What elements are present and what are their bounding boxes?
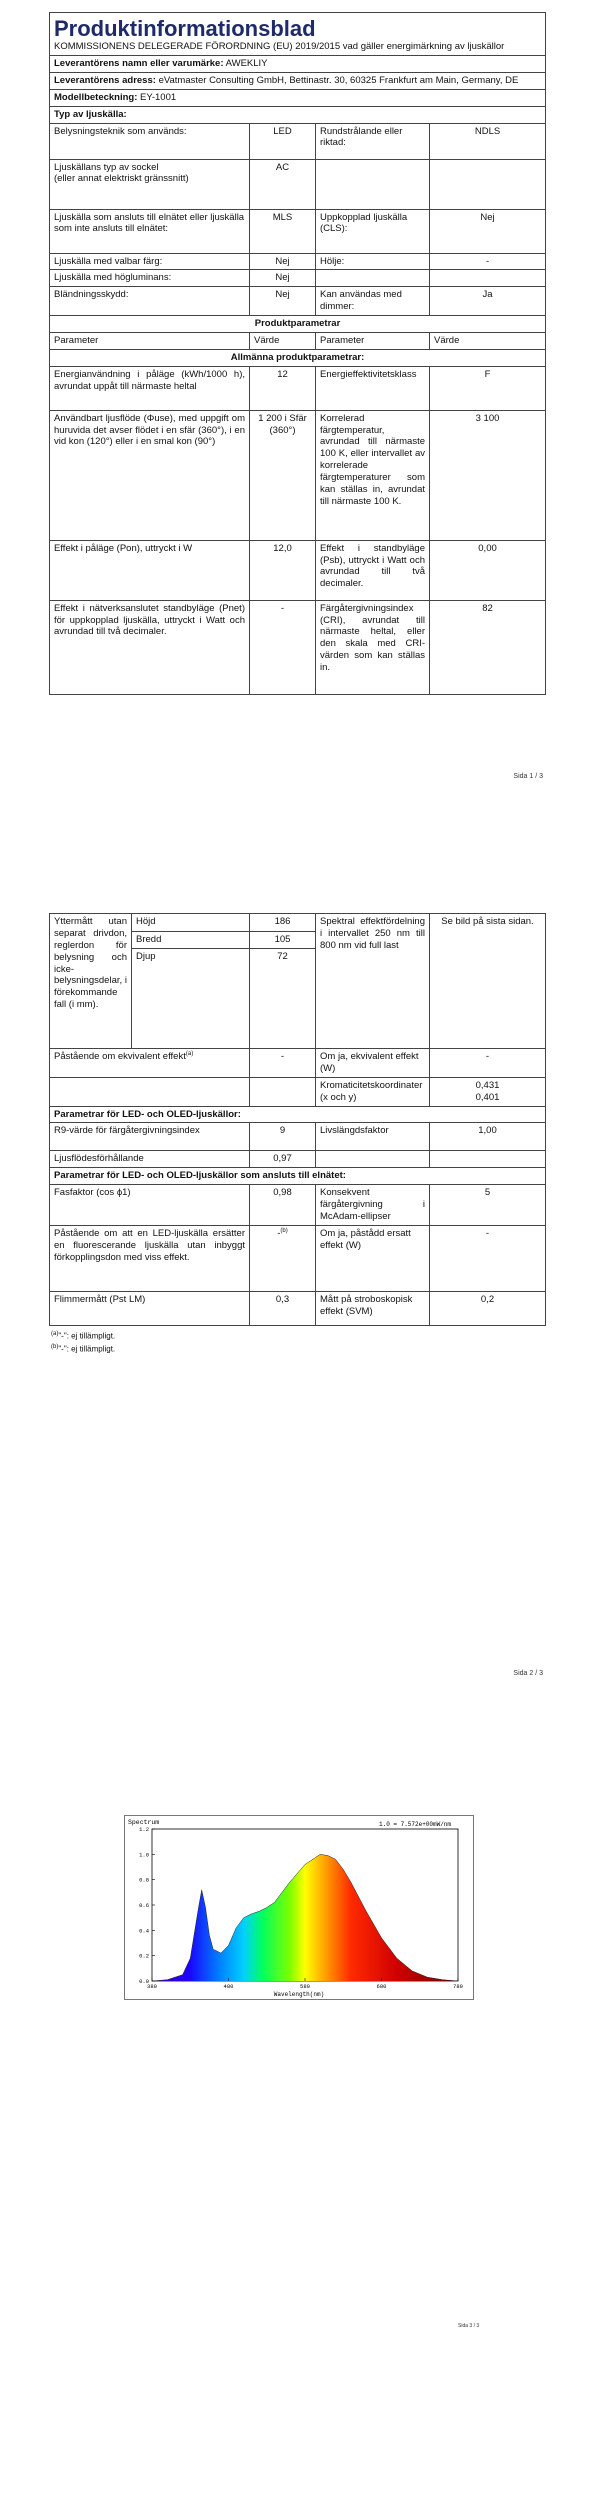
param-label: Energieffektivitetsklass	[316, 366, 430, 410]
replace-footnote-ref: (b)	[280, 1227, 288, 1234]
page-2	[0, 895, 591, 1755]
type-value: Nej	[250, 287, 316, 316]
page-title: Produktinformationsblad	[54, 16, 316, 41]
y-tick-label: 0.2	[139, 1952, 149, 1960]
footnote-b	[51, 1343, 115, 1356]
supplier-name-label: Leverantörens namn eller varumärke:	[54, 58, 224, 70]
type-label	[316, 159, 430, 209]
product-info-table-2	[49, 913, 546, 1326]
r9-label: R9-värde för färgåtergivningsindex	[50, 1123, 250, 1151]
type-value: Nej	[430, 209, 546, 253]
dim-value: 186	[250, 914, 316, 932]
dimensions-label: Yttermått utan separat drivdon, reglerdon för belysning och icke-belysningsdelar, i förekommande fall (i mm).	[50, 914, 132, 1049]
equiv-footnote-ref: (a)	[185, 1051, 194, 1057]
dim-value: 105	[250, 931, 316, 949]
chart-peak-note: 1.0 = 7.572e+00mW/nm	[379, 1821, 452, 1828]
col-header-param: Parameter	[50, 332, 250, 349]
param-value: -	[250, 600, 316, 694]
param-label: Energianvändning i påläge (kWh/1000 h), avrundat uppåt till närmaste heltal	[50, 366, 250, 410]
param-value: 12,0	[250, 540, 316, 600]
model-row	[50, 89, 546, 106]
type-value: LED	[250, 123, 316, 159]
footnotes	[51, 1330, 115, 1357]
param-label: Färgåtergivningsindex (CRI), avrundat till närmaste heltal, eller den skala med CRI-värden som kan ställas in.	[316, 600, 430, 694]
type-label: Ljuskällans typ av sockel (eller annat elektriskt gränssnitt)	[50, 159, 250, 209]
replace-label: Påstående om att en LED-ljuskälla ersätter en fluorescerande ljuskälla utan inbyggt förkopplingsdon med viss effekt.	[50, 1225, 250, 1291]
equiv-label-cell	[50, 1049, 250, 1078]
replace-value-cell	[250, 1225, 316, 1291]
type-value	[430, 159, 546, 209]
y-tick-label: 0.0	[139, 1978, 149, 1985]
x-tick-label: 480	[223, 1983, 234, 1990]
footnote-a-marker: (a)	[51, 1331, 59, 1337]
page-number: Sida 3 / 3	[458, 2323, 480, 2329]
equiv-value: -	[250, 1049, 316, 1078]
model-label: Modellbeteckning:	[54, 91, 138, 103]
y-tick-label: 1.0	[139, 1851, 149, 1859]
chroma-value	[430, 1077, 546, 1106]
param-label: Korrelerad färgtemperatur, avrundad till närmaste 100 K, eller intervallet av korrelerade färgtemperaturer som kan ställas in, avrundat till närmaste 100 K.	[316, 410, 430, 540]
supplier-name-value: AWEKLIY	[225, 58, 268, 70]
param-value: 12	[250, 366, 316, 410]
x-tick-label: 380	[147, 1983, 157, 1990]
page-1	[0, 0, 591, 860]
type-label: Hölje:	[316, 253, 430, 270]
param-label: Effekt i standbyläge (Psb), uttryckt i Watt och avrundad till två decimaler.	[316, 540, 430, 600]
pf-value: 0,98	[250, 1185, 316, 1226]
chart-title: Spectrum	[128, 1819, 160, 1826]
title-cell	[50, 13, 546, 56]
type-value: Nej	[250, 253, 316, 270]
empty-cell	[250, 1077, 316, 1106]
col-header-value: Värde	[250, 332, 316, 349]
supplier-name-row	[50, 56, 546, 73]
x-tick-label: 580	[300, 1983, 310, 1990]
footnote-b-marker: (b)	[51, 1344, 59, 1351]
y-tick-label: 0.8	[139, 1876, 149, 1884]
x-tick-label: 780	[453, 1983, 463, 1990]
empty-cell	[316, 1151, 430, 1168]
life-value: 1,00	[430, 1123, 546, 1151]
type-label: Bländningsskydd:	[50, 287, 250, 316]
mains-heading: Parametrar för LED- och OLED-ljuskällor som ansluts till elnätet:	[50, 1168, 546, 1185]
replace-w-label: Om ja, påstådd ersatt effekt (W)	[316, 1225, 430, 1291]
x-tick-label: 680	[376, 1983, 387, 1990]
type-value: -	[430, 253, 546, 270]
dim-label: Höjd	[132, 914, 250, 932]
y-tick-label: 1.2	[139, 1826, 149, 1833]
general-heading: Allmänna produktparametrar:	[50, 349, 546, 366]
supplier-address-value: eVatmaster Consulting GmbH, Bettinastr. 30, 60325 Frankfurt am Main, Germany, DE	[158, 74, 519, 86]
page-number: Sida 1 / 3	[513, 773, 543, 780]
type-label: Kan användas med dimmer:	[316, 287, 430, 316]
param-value: F	[430, 366, 546, 410]
type-value	[430, 270, 546, 287]
type-label: Uppkopplad ljuskälla (CLS):	[316, 209, 430, 253]
y-tick-label: 0.6	[139, 1902, 149, 1909]
empty-cell	[50, 1077, 250, 1106]
x-axis-label: Wavelength(nm)	[273, 1991, 325, 1998]
type-label: Ljuskälla med valbar färg:	[50, 253, 250, 270]
param-label: Effekt i nätverksanslutet standbyläge (Pnet) för uppkopplad ljuskälla, uttryckt i Watt och avrundad till två decimaler.	[50, 600, 250, 694]
macadam-value: 5	[430, 1185, 546, 1226]
flicker-label: Flimmermått (Pst LM)	[50, 1291, 250, 1325]
spectral-value: Se bild på sista sidan.	[430, 914, 546, 1049]
dim-label: Bredd	[132, 931, 250, 949]
replace-value: -	[277, 1227, 281, 1239]
life-label: Livslängdsfaktor	[316, 1123, 430, 1151]
footnote-b-text: "-": ej tillämpligt.	[58, 1345, 116, 1355]
chroma-x: 0,431	[475, 1079, 500, 1091]
type-label: Ljuskälla med högluminans:	[50, 270, 250, 287]
spectral-label: Spektral effektfördelning i intervallet 250 nm till 800 nm vid full last	[316, 914, 430, 1049]
pf-label: Fasfaktor (cos ϕ1)	[50, 1185, 250, 1226]
flux-value: 0,97	[250, 1151, 316, 1168]
replace-w-value: -	[430, 1225, 546, 1291]
flux-label: Ljusflödesförhållande	[50, 1151, 250, 1168]
chroma-label: Kromaticitetskoordinater (x och y)	[316, 1077, 430, 1106]
footnote-a	[51, 1330, 115, 1343]
type-label	[316, 270, 430, 287]
footnote-a-text: "-": ej tillämpligt.	[58, 1331, 116, 1341]
equiv-w-value: -	[430, 1049, 546, 1078]
supplier-address-row	[50, 72, 546, 89]
supplier-address-label: Leverantörens adress:	[54, 74, 156, 86]
product-info-table	[49, 12, 546, 695]
strobo-value: 0,2	[430, 1291, 546, 1325]
strobo-label: Mått på stroboskopisk effekt (SVM)	[316, 1291, 430, 1325]
type-value: Ja	[430, 287, 546, 316]
type-label: Ljuskälla som ansluts till elnätet eller ljuskälla som inte ansluts till elnätet:	[50, 209, 250, 253]
regulation-subtitle: KOMMISSIONENS DELEGERADE FÖRORDNING (EU) 2019/2015 vad gäller energimärkning av ljuskällor	[54, 41, 505, 53]
param-label: Användbart ljusflöde (Φuse), med uppgift om huruvida det avser flödet i en sfär (360°), i en vid kon (120°) eller i en smal kon (90°)	[50, 410, 250, 540]
param-value: 1 200 i Sfär (360°)	[250, 410, 316, 540]
col-header-param: Parameter	[316, 332, 430, 349]
type-value: MLS	[250, 209, 316, 253]
y-tick-label: 0.4	[139, 1927, 149, 1935]
type-label: Belysningsteknik som används:	[50, 123, 250, 159]
dim-label: Djup	[132, 949, 250, 1049]
flicker-value: 0,3	[250, 1291, 316, 1325]
dim-value: 72	[250, 949, 316, 1049]
model-value: EY-1001	[140, 91, 177, 103]
type-label: Rundstrålande eller riktad:	[316, 123, 430, 159]
params-heading: Produktparametrar	[50, 316, 546, 333]
macadam-label: Konsekvent färgåtergivning i McAdam-ellipser	[316, 1185, 430, 1226]
equiv-label: Påstående om ekvivalent effekt	[54, 1051, 186, 1063]
type-value: AC	[250, 159, 316, 209]
r9-value: 9	[250, 1123, 316, 1151]
col-header-value: Värde	[430, 332, 546, 349]
param-value: 3 100	[430, 410, 546, 540]
type-heading: Typ av ljuskälla:	[50, 106, 546, 123]
empty-cell	[430, 1151, 546, 1168]
param-value: 82	[430, 600, 546, 694]
spectrum-chart	[124, 1815, 474, 2000]
led-heading: Parametrar för LED- och OLED-ljuskällor:	[50, 1106, 546, 1123]
chroma-y: 0,401	[475, 1091, 500, 1103]
equiv-w-label: Om ja, ekvivalent effekt (W)	[316, 1049, 430, 1078]
type-value: Nej	[250, 270, 316, 287]
param-label: Effekt i påläge (Pon), uttryckt i W	[50, 540, 250, 600]
type-value: NDLS	[430, 123, 546, 159]
param-value: 0,00	[430, 540, 546, 600]
page-number: Sida 2 / 3	[513, 1670, 543, 1677]
